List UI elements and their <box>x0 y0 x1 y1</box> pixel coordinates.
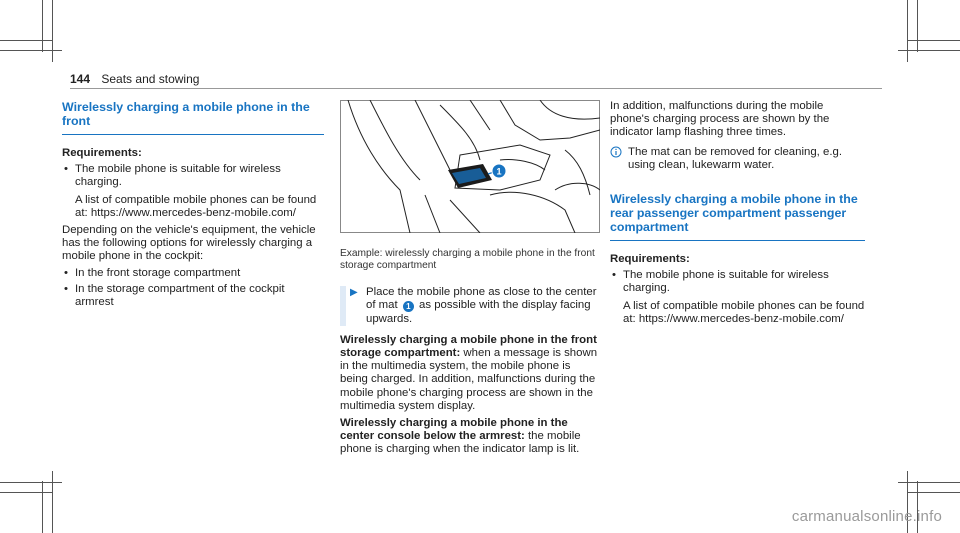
crop-mark <box>52 471 53 533</box>
crop-mark <box>908 40 960 41</box>
page-number: 144 <box>70 72 91 86</box>
compatibility-note: A list of compatible mobile phones can be found at: https://www.mercedes-benz-mobile.com/ <box>75 193 317 219</box>
list-item: • The mobile phone is suitable for wireless charging. <box>612 269 829 295</box>
instruction-arrow-icon: ▶ <box>350 287 358 299</box>
instruction-step: ▶ Place the mobile phone as close to the center of mat 1 as possible with the display facing upwards. <box>340 286 600 326</box>
watermark: carmanualsonline.info <box>791 508 942 525</box>
body-paragraph: Wirelessly charging a mobile phone in the front storage compartment: when a message is shown in the multimedia system, the mobile phone is being charged. In addition, malfunctions during the mobile phone's charging process are shown in the multimedia system display. <box>340 333 598 412</box>
requirements-title: Requirements: <box>610 253 690 266</box>
crop-mark <box>0 482 62 483</box>
crop-mark <box>908 492 960 493</box>
body-paragraph: Wirelessly charging a mobile phone in the center console below the armrest: the mobile phone is charging when the indicator lamp is lit. <box>340 417 581 456</box>
section-title: Seats and stowing <box>101 72 200 86</box>
body-paragraph: Depending on the vehicle's equipment, the vehicle has the following options for wirelessly charging a mobile phone in the cockpit: <box>62 224 316 263</box>
figure-marker: 1 <box>496 166 502 177</box>
crop-mark <box>917 0 918 52</box>
figure-caption: Example: wirelessly charging a mobile phone in the front storage compartment <box>340 248 595 272</box>
list-item: • In the storage compartment of the cockpit armrest <box>64 282 285 309</box>
crop-mark <box>917 481 918 533</box>
column-left <box>62 100 324 309</box>
section-heading: Wirelessly charging a mobile phone in the front <box>62 100 324 135</box>
section-heading: Wirelessly charging a mobile phone in the rear passenger compartment passenger compartment <box>610 192 865 241</box>
column-middle <box>340 100 600 457</box>
bullet-dot: • <box>64 266 68 279</box>
crop-mark <box>42 0 43 52</box>
crop-mark <box>0 40 52 41</box>
info-icon <box>610 146 628 172</box>
crop-mark <box>0 492 52 493</box>
list-item: • In the front storage compartment <box>64 266 241 279</box>
mat-marker-badge: 1 <box>403 301 414 312</box>
crop-mark <box>898 50 960 51</box>
crop-mark <box>907 0 908 62</box>
console-illustration <box>340 100 600 233</box>
crop-mark <box>42 481 43 533</box>
bullet-dot: • <box>64 163 68 176</box>
crop-mark <box>52 0 53 62</box>
column-right <box>610 100 865 326</box>
info-note: The mat can be removed for cleaning, e.g. using clean, lukewarm water. <box>610 146 865 172</box>
bullet-dot: • <box>612 269 616 282</box>
list-item: • The mobile phone is suitable for wireless charging. <box>64 163 281 189</box>
compatibility-note: A list of compatible mobile phones can be found at: https://www.mercedes-benz-mobile.com/ <box>623 299 865 325</box>
crop-mark <box>898 482 960 483</box>
page-header <box>70 72 882 89</box>
crop-mark <box>0 50 62 51</box>
body-paragraph: In addition, malfunctions during the mobile phone's charging process are shown by the indicator lamp flashing three times. <box>610 100 830 139</box>
bullet-dot: • <box>64 282 68 295</box>
requirements-title: Requirements: <box>62 147 142 159</box>
